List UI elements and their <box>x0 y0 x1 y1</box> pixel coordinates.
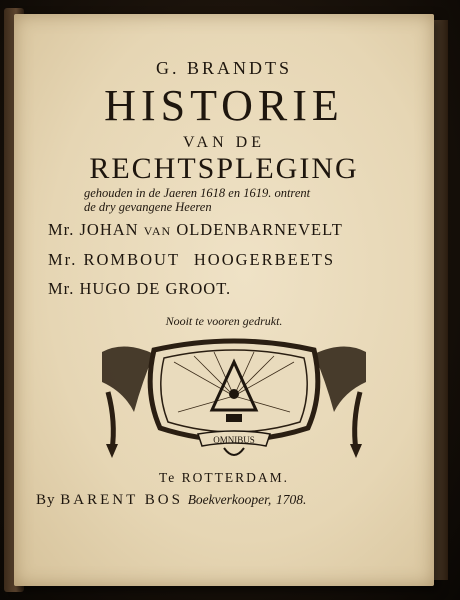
name-line-oldenbarnevelt <box>48 220 434 240</box>
imprint-place: Te ROTTERDAM. <box>158 470 290 485</box>
name-given: HUGO <box>79 279 132 298</box>
name-surname: GROOT. <box>165 279 232 298</box>
name-surname: HOOGERBEETS <box>193 250 336 269</box>
publication-note: Nooit te vooren gedrukt. <box>165 314 283 328</box>
page-stack-edge <box>434 20 448 580</box>
printers-device-vignette <box>94 332 374 464</box>
title-page <box>14 14 434 586</box>
imprint-year: 1708. <box>276 492 307 507</box>
printer-name: BARENT BOS <box>60 492 183 508</box>
device-motto: OMNIBUS <box>213 435 255 445</box>
name-connector: van <box>143 220 172 239</box>
printer-prefix: By <box>36 492 56 508</box>
title-main: HISTORIE <box>104 81 344 130</box>
title-subject: RECHTSPLEGING <box>89 152 359 185</box>
imprint-printer-line <box>36 492 434 509</box>
name-surname: OLDENBARNEVELT <box>176 220 343 239</box>
name-given: ROMBOUT <box>83 250 180 269</box>
author-line: G. BRANDTS <box>155 58 292 78</box>
name-line-hoogerbeets <box>48 250 434 270</box>
name-connector: DE <box>136 279 161 298</box>
name-prefix: Mr. <box>48 279 75 298</box>
name-prefix: Mr. <box>48 250 78 269</box>
title-connector: VAN DE <box>183 134 265 151</box>
subtitle-line-1: gehouden in de Jaeren 1618 en 1619. ontrent <box>84 186 311 200</box>
name-prefix: Mr. <box>48 220 75 239</box>
name-given: JOHAN <box>79 220 139 239</box>
printer-trade: Boekverkooper, <box>187 492 272 507</box>
name-line-de-groot <box>48 279 434 299</box>
subtitle-line-2: de dry gevangene Heeren <box>84 200 212 214</box>
